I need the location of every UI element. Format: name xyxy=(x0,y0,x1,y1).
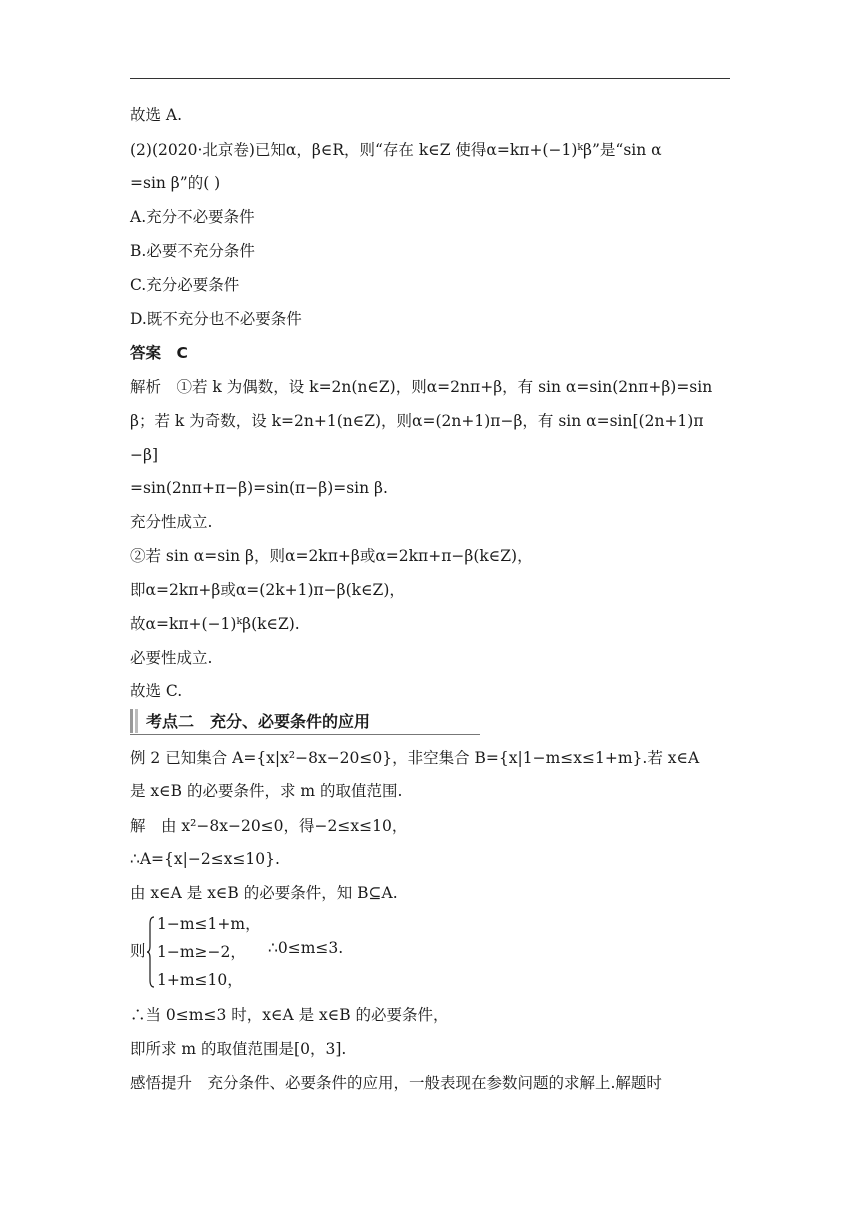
header-rule xyxy=(130,78,730,79)
section-marker xyxy=(135,709,138,733)
solution-line: ∴A={x|−2≤x≤10}. xyxy=(130,850,280,868)
example-line: 是 x∈B 的必要条件，求 m 的取值范围. xyxy=(130,782,403,800)
option-b: B.必要不充分条件 xyxy=(130,242,255,260)
section-underline xyxy=(130,734,480,735)
option-a: A.充分不必要条件 xyxy=(130,208,255,226)
question-line: (2)(2020·北京卷)已知α，β∈R，则“存在 k∈Z 使得α=kπ+(−1)ᵏβ”是“sin α xyxy=(130,141,662,159)
system-row: 1−m≥−2， xyxy=(157,943,246,961)
conclusion-line: 即所求 m 的取值范围是[0，3]. xyxy=(130,1040,347,1058)
conclusion-line: ∴当 0≤m≤3 时，x∈A 是 x∈B 的必要条件， xyxy=(130,1006,449,1024)
answer-line: 答案 C xyxy=(130,344,188,362)
analysis-line: ②若 sin α=sin β，则α=2kπ+β或α=2kπ+π−β(k∈Z)， xyxy=(130,547,533,565)
inequality-system xyxy=(130,912,530,992)
system-row: 1+m≤10， xyxy=(157,971,243,989)
section-title: 考点二 充分、必要条件的应用 xyxy=(146,712,371,731)
analysis-line: =sin(2nπ+π−β)=sin(π−β)=sin β. xyxy=(130,479,388,497)
analysis-line: 故选 C. xyxy=(130,682,183,700)
analysis-line: −β] xyxy=(130,446,158,464)
option-d: D.既不充分也不必要条件 xyxy=(130,310,302,328)
analysis-line: β；若 k 为奇数，设 k=2n+1(n∈Z)，则α=(2n+1)π−β，有 sin α=sin[(2n+1)π xyxy=(130,412,704,430)
text-line: 故选 A. xyxy=(130,106,183,124)
analysis-line: 解析 ①若 k 为偶数，设 k=2n(n∈Z)，则α=2nπ+β，有 sin α=sin(2nπ+β)=sin xyxy=(130,378,713,396)
brace-icon xyxy=(147,916,155,988)
system-result: ∴0≤m≤3. xyxy=(268,939,344,957)
system-row: 1−m≤1+m， xyxy=(157,915,261,933)
question-line: =sin β”的( ) xyxy=(130,174,221,192)
analysis-line: 必要性成立. xyxy=(130,649,213,667)
analysis-line: 充分性成立. xyxy=(130,513,213,531)
solution-line: 解 由 x²−8x−20≤0，得−2≤x≤10， xyxy=(130,817,408,835)
example-line: 例 2 已知集合 A={x|x²−8x−20≤0}，非空集合 B={x|1−m≤x≤1+m}.若 x∈A xyxy=(130,749,700,767)
analysis-line: 即α=2kπ+β或α=(2k+1)π−β(k∈Z)， xyxy=(130,581,405,599)
section-marker xyxy=(130,709,133,733)
system-label: 则 xyxy=(130,942,146,960)
solution-line: 由 x∈A 是 x∈B 的必要条件，知 B⊆A. xyxy=(130,884,398,902)
insight-line: 感悟提升 充分条件、必要条件的应用，一般表现在参数问题的求解上.解题时 xyxy=(130,1074,662,1092)
option-c: C.充分必要条件 xyxy=(130,276,240,294)
analysis-line: 故α=kπ+(−1)ᵏβ(k∈Z). xyxy=(130,615,300,633)
section-heading xyxy=(130,707,480,735)
